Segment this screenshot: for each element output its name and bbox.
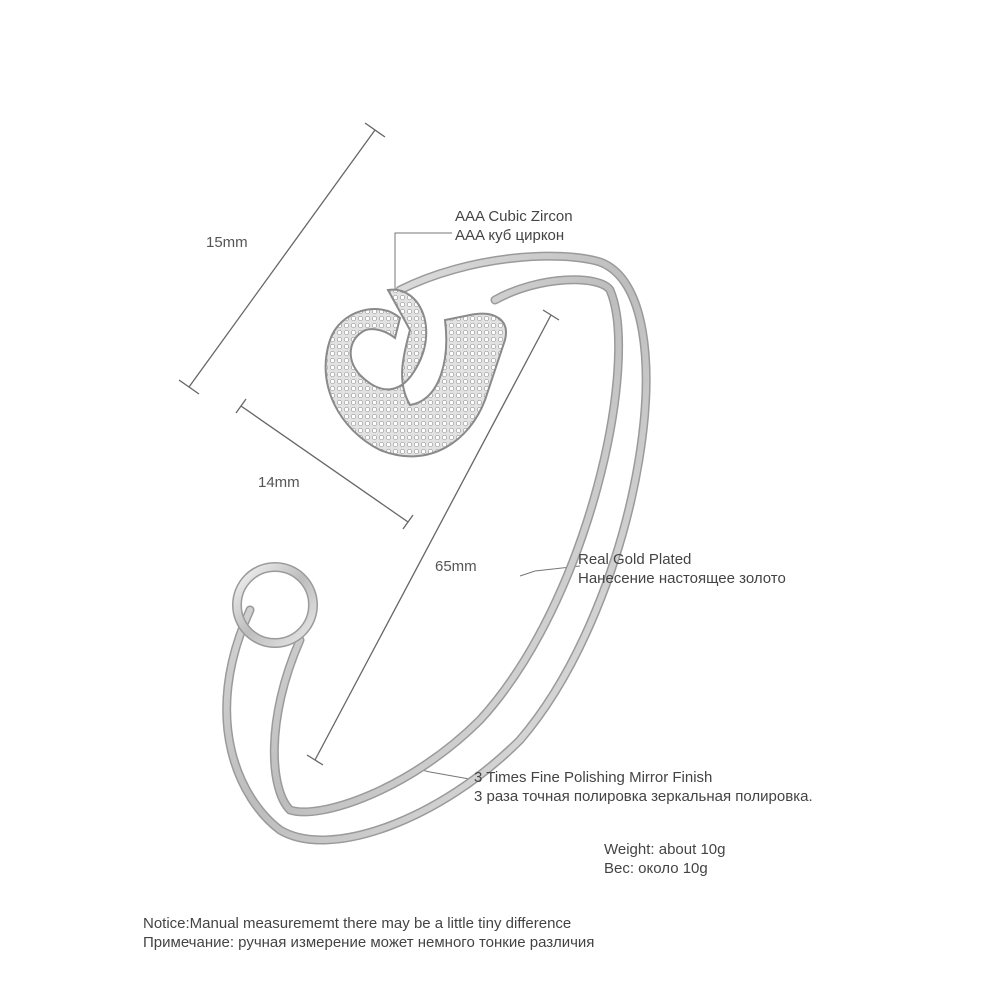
- weight-ru: Вес: около 10g: [604, 860, 708, 877]
- dimension-65mm-label: 65mm: [435, 558, 477, 575]
- finish-callout-ru: 3 раза точная полировка зеркальная полировка.: [474, 788, 813, 805]
- weight-en: Weight: about 10g: [604, 841, 726, 858]
- finish-callout-en: 3 Times Fine Polishing Mirror Finish: [474, 769, 713, 786]
- zircon-callout-ru: AAA куб циркон: [455, 227, 565, 244]
- zircon-callout-en: AAA Cubic Zircon: [455, 208, 573, 225]
- zircon-clasp: [326, 290, 506, 457]
- dimension-line-15mm: [179, 123, 385, 394]
- finish-callout: [474, 768, 813, 806]
- plating-callout-en: Real Gold Plated: [578, 551, 692, 568]
- dimension-15mm-label: 15mm: [206, 234, 248, 251]
- notice-en: Notice:Manual measurememt there may be a little tiny difference: [143, 915, 572, 932]
- plating-callout: [578, 550, 786, 588]
- notice-text: [143, 914, 594, 952]
- bracelet-wires: [227, 256, 646, 840]
- zircon-callout: [455, 207, 573, 245]
- dimension-14mm-label: 14mm: [258, 474, 300, 491]
- notice-ru: Примечание: ручная измерение может немного тонкие различия: [143, 934, 595, 951]
- plating-callout-ru: Нанесение настоящее золото: [578, 570, 786, 587]
- weight-info: [604, 840, 725, 878]
